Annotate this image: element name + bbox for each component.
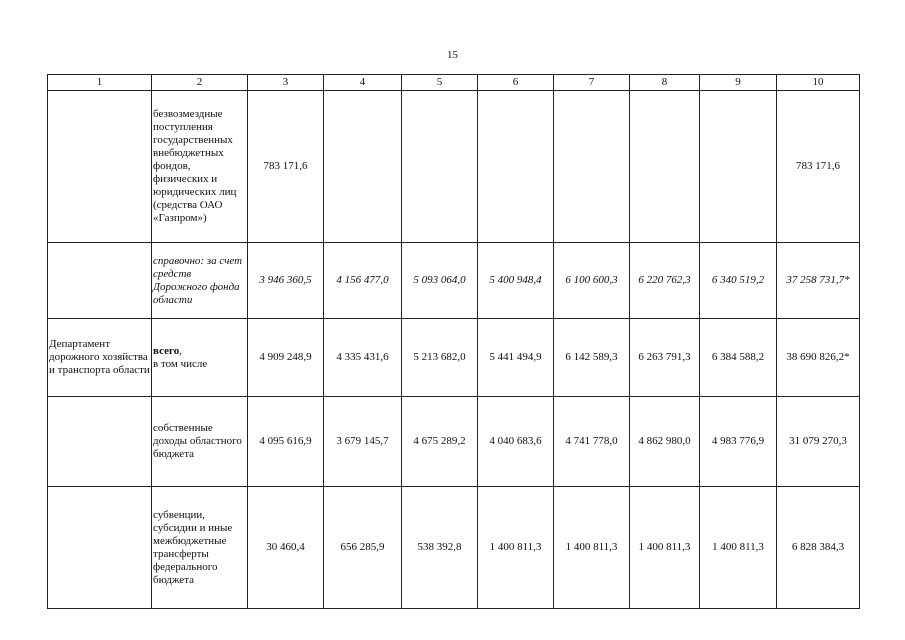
value-cell: 6 142 589,3: [554, 319, 630, 397]
value-cell: 4 156 477,0: [324, 243, 402, 319]
value-cell: 1 400 811,3: [554, 487, 630, 609]
value-cell: 6 340 519,2: [700, 243, 777, 319]
value-cell: 3 946 360,5: [248, 243, 324, 319]
value-cell: 4 095 616,9: [248, 397, 324, 487]
value-cell: 4 862 980,0: [630, 397, 700, 487]
value-cell: 5 400 948,4: [478, 243, 554, 319]
column-header: 8: [630, 75, 700, 91]
value-cell: 6 220 762,3: [630, 243, 700, 319]
budget-table: [47, 74, 860, 609]
value-cell: [554, 91, 630, 243]
value-cell: 783 171,6: [777, 91, 860, 243]
table-row: [48, 319, 860, 397]
description-cell: собственные доходы областного бюджета: [152, 397, 248, 487]
value-cell: 6 263 791,3: [630, 319, 700, 397]
column-header: 5: [402, 75, 478, 91]
value-cell: 6 384 588,2: [700, 319, 777, 397]
column-header: 2: [152, 75, 248, 91]
value-cell: 1 400 811,3: [630, 487, 700, 609]
value-cell: 37 258 731,7*: [777, 243, 860, 319]
value-cell: 4 983 776,9: [700, 397, 777, 487]
column-header: 10: [777, 75, 860, 91]
value-cell: 4 741 778,0: [554, 397, 630, 487]
table-row: [48, 487, 860, 609]
value-cell: 6 100 600,3: [554, 243, 630, 319]
description-cell: [152, 319, 248, 397]
table-row: [48, 397, 860, 487]
value-cell: [478, 91, 554, 243]
description-bold: всего: [153, 344, 180, 357]
value-cell: 656 285,9: [324, 487, 402, 609]
value-cell: 5 093 064,0: [402, 243, 478, 319]
table-row: [48, 243, 860, 319]
value-cell: [700, 91, 777, 243]
value-cell: 783 171,6: [248, 91, 324, 243]
column-header: 3: [248, 75, 324, 91]
table-row: [48, 91, 860, 243]
value-cell: 1 400 811,3: [700, 487, 777, 609]
value-cell: 31 079 270,3: [777, 397, 860, 487]
department-cell: [48, 397, 152, 487]
description-punct: ,: [179, 344, 182, 357]
department-cell: [48, 91, 152, 243]
value-cell: 4 335 431,6: [324, 319, 402, 397]
value-cell: [324, 91, 402, 243]
column-number-row: [48, 75, 860, 91]
value-cell: 5 441 494,9: [478, 319, 554, 397]
value-cell: 6 828 384,3: [777, 487, 860, 609]
description-cell: справочно: за счет средств Дорожного фонда области: [152, 243, 248, 319]
column-header: 6: [478, 75, 554, 91]
value-cell: 538 392,8: [402, 487, 478, 609]
value-cell: 38 690 826,2*: [777, 319, 860, 397]
value-cell: 1 400 811,3: [478, 487, 554, 609]
value-cell: [402, 91, 478, 243]
description-line2: в том числе: [153, 357, 208, 370]
value-cell: [630, 91, 700, 243]
department-cell: [48, 243, 152, 319]
value-cell: 5 213 682,0: [402, 319, 478, 397]
value-cell: 30 460,4: [248, 487, 324, 609]
department-cell: [48, 487, 152, 609]
page-number: 15: [447, 49, 458, 61]
description-cell: безвозмездные поступления государственных внебюджетных фондов, физических и юридических лиц (средства ОАО «Газпром»): [152, 91, 248, 243]
description-cell: субвенции, субсидии и иные межбюджетные трансферты федерального бюджета: [152, 487, 248, 609]
value-cell: 3 679 145,7: [324, 397, 402, 487]
value-cell: 4 909 248,9: [248, 319, 324, 397]
department-cell: Департамент дорожного хозяйства и транспорта области: [48, 319, 152, 397]
column-header: 7: [554, 75, 630, 91]
value-cell: 4 675 289,2: [402, 397, 478, 487]
value-cell: 4 040 683,6: [478, 397, 554, 487]
column-header: 9: [700, 75, 777, 91]
column-header: 1: [48, 75, 152, 91]
column-header: 4: [324, 75, 402, 91]
